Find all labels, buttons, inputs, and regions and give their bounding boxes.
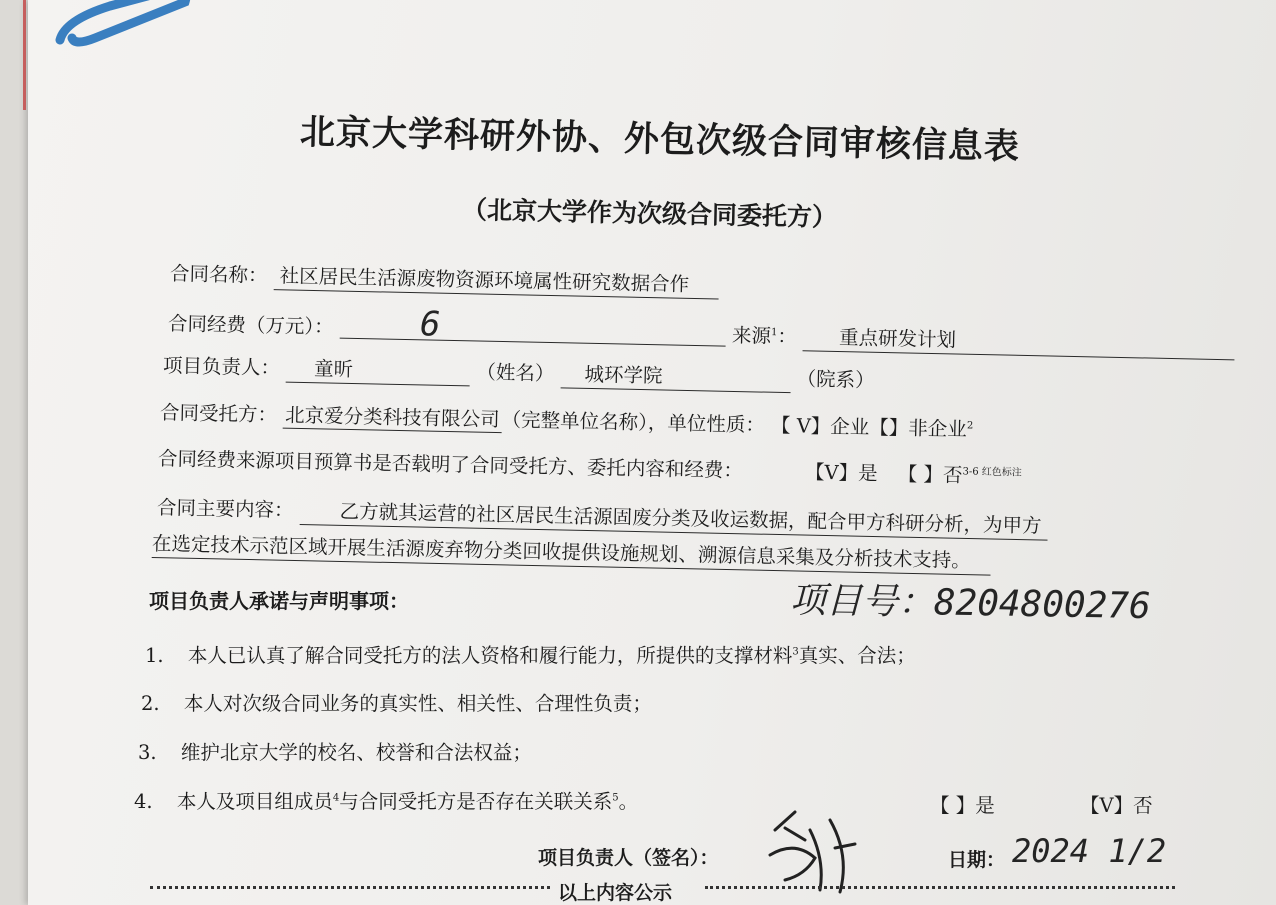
- commitment-item-text: 本人已认真了解合同受托方的法人资格和履行能力，所提供的支撑材料: [187, 644, 793, 667]
- commitment-item-text: 本人及项目组成员: [176, 790, 333, 813]
- commitment-item-text-b: 与合同受托方是否存在关联关系: [339, 790, 613, 813]
- fund-source-note: 1: [770, 327, 778, 339]
- commitment-item-note: 3: [792, 646, 799, 658]
- document-title: 北京大学科研外协、外包次级合同审核信息表: [299, 111, 1021, 168]
- document-subtitle: （北京大学作为次级合同委托方）: [461, 195, 838, 232]
- commitment-item-num: 2.: [141, 692, 160, 715]
- dotted-divider-right: [705, 886, 1175, 889]
- commitment-item-text-b: 真实、合法；: [798, 644, 916, 667]
- commitment-item-note-2: 5: [612, 792, 619, 804]
- trustee-value: 北京爱分类科技有限公司: [283, 400, 502, 434]
- commitment-item-num: 1.: [145, 644, 164, 667]
- relation-no-checkbox: 【V】否: [1080, 794, 1153, 817]
- contract-fund-label: 合同经费（万元）：: [167, 312, 334, 339]
- project-number-handwritten: 项目号：8204800276: [789, 579, 1152, 628]
- pi-name-suffix: （姓名）: [476, 360, 555, 386]
- contract-name-label: 合同名称：: [169, 262, 268, 288]
- budget-note: 3-6 红色标注: [962, 466, 1022, 479]
- contract-fund-value: 6: [340, 309, 727, 347]
- contract-name-value: 社区居民生活源废物资源环境属性研究数据合作: [273, 260, 719, 299]
- pi-dept-suffix: （院系）: [796, 367, 875, 392]
- content-line-2: 在选定技术示范区域开展生活源废弃物分类回收提供设施规划、溯源信息采集及分析技术支持。: [152, 528, 991, 576]
- pi-dept-value: 城环学院: [560, 358, 791, 393]
- commitment-item-note: 4: [332, 792, 340, 804]
- enterprise-checkbox: 【 V】企业: [770, 413, 870, 439]
- commitment-item: [145, 640, 916, 668]
- paperclip-icon: [0, 0, 200, 80]
- commitment-item-num: 4.: [134, 790, 153, 813]
- commitment-item-text-c: 。: [618, 790, 639, 813]
- fund-source-colon: ：: [777, 324, 798, 349]
- commitments-heading: 项目负责人承诺与声明事项：: [149, 589, 409, 613]
- commitment-item-text: 维护北京大学的校名、校誉和合法权益；: [180, 741, 532, 764]
- commitment-item: [138, 737, 532, 765]
- date-label: 日期：: [948, 849, 1006, 871]
- pi-label: 项目负责人：: [162, 354, 281, 380]
- nonenterprise-note: 2: [966, 420, 974, 432]
- dotted-divider-left: [150, 886, 550, 889]
- commitment-item: [134, 786, 638, 814]
- signature-scribble: [755, 800, 865, 895]
- fund-source-value: 重点研发计划: [803, 321, 1236, 360]
- commitment-item: [141, 688, 652, 716]
- content-line-1: 乙方就其运营的社区居民生活源固废分类及收运数据，配合甲方科研分析，为甲方: [299, 495, 1047, 541]
- nonenterprise-checkbox: 【】非企业: [869, 415, 968, 441]
- commitment-item-text: 本人对次级合同业务的真实性、相关性、合理性负责；: [183, 692, 652, 715]
- trustee-label: 合同受托方：: [159, 401, 278, 427]
- fund-source-label: 来源: [731, 323, 772, 348]
- trustee-suffix: （完整单位名称），单位性质：: [501, 408, 766, 437]
- budget-question: 合同经费来源项目预算书是否载明了合同受托方、委托内容和经费：: [157, 447, 744, 483]
- relation-yes-checkbox: 【 】是: [930, 794, 995, 817]
- pi-name-value: 童昕: [286, 353, 471, 387]
- date-handwritten: 2024 1/2: [1012, 832, 1167, 870]
- commitment-item-num: 3.: [138, 741, 157, 764]
- budget-yes-checkbox: 【V】是: [804, 460, 878, 486]
- signature-label: 项目负责人（签名）：: [538, 847, 719, 869]
- public-notice-label: 以上内容公示: [558, 882, 673, 904]
- content-label: 合同主要内容：: [156, 496, 294, 522]
- budget-no-checkbox: 【 】否: [897, 462, 963, 487]
